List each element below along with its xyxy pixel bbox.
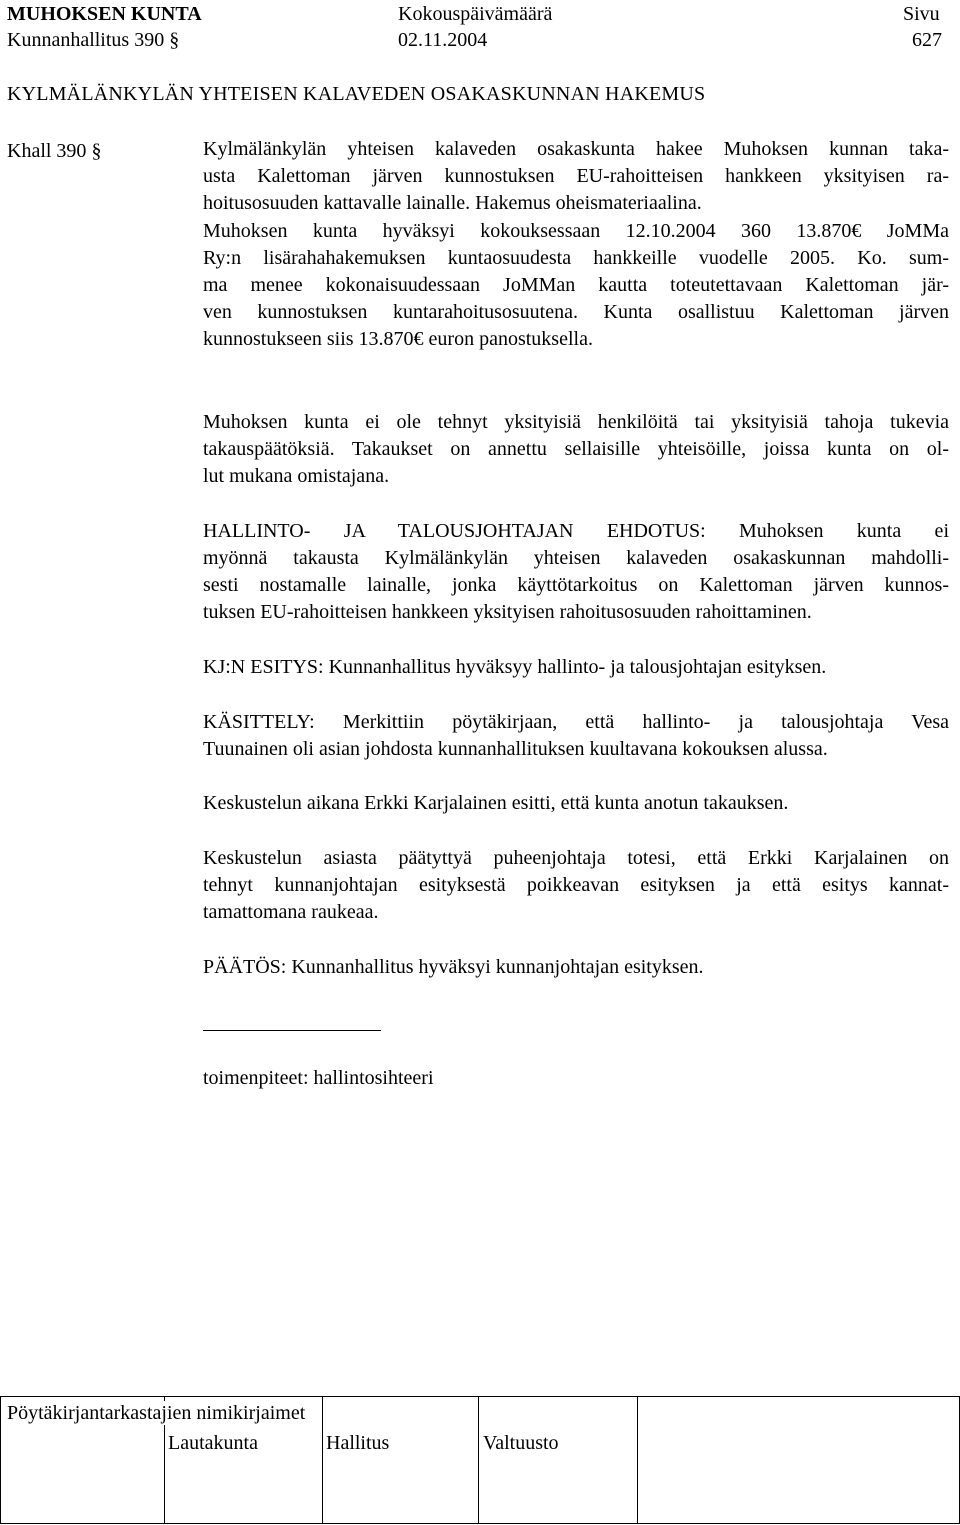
paragraph-line: sesti nostamalle lainalle, jonka käyttötarkoitus on Kalettoman järven kunnos- [203, 574, 949, 596]
paragraph-line: tamattomana raukeaa. [203, 901, 379, 923]
paragraph-line: ven kunnostuksen kuntarahoitusosuutena. Kunta osallistuu Kalettoman järven [203, 301, 949, 323]
paragraph-proposal [203, 518, 949, 626]
document-title: KYLMÄLÄNKYLÄN YHTEISEN KALAVEDEN OSAKASKUNNAN HAKEMUS [7, 83, 706, 105]
paragraph-funding [203, 218, 949, 353]
paragraph-line: usta Kalettoman järven kunnostuksen EU-rahoitteisen hankkeen yksityisen ra- [203, 165, 949, 187]
paragraph-line: Muhoksen kunta ei ole tehnyt yksityisiä henkilöitä tai yksityisiä tahoja tukevia [203, 411, 949, 433]
page-number: 627 [912, 29, 942, 51]
paragraph-line: hoitusosuuden kattavalle lainalle. Hakemus oheismateriaalina. [203, 192, 702, 214]
footer-divider [637, 1396, 638, 1524]
paragraph-line: lut mukana omistajana. [203, 465, 390, 487]
paragraph-line: ma menee kokonaisuudessaan JoMMan kautta toteutettavaan Kalettoman jär- [203, 274, 949, 296]
section-sign-icon: § [169, 29, 180, 51]
paragraph-line: tuksen EU-rahoitteisen hankkeen yksityisen rahoitusosuuden rahoittaminen. [203, 601, 812, 623]
paragraph-line: KJ:N ESITYS: Kunnanhallitus hyväksyy hallinto- ja talousjohtajan esityksen. [203, 656, 827, 678]
case-reference [7, 139, 101, 163]
footer-divider [478, 1396, 479, 1524]
footer-column-valtuusto: Valtuusto [483, 1432, 559, 1454]
paragraph-line: Kylmälänkylän yhteisen kalaveden osakaskunta hakee Muhoksen kunnan taka- [203, 138, 949, 160]
paragraph-line: KÄSITTELY: Merkittiin pöytäkirjaan, että hallinto- ja talousjohtaja Vesa [203, 711, 949, 733]
case-reference-text: Khall 390 [7, 140, 92, 162]
paragraph-application [203, 136, 949, 217]
municipality-name: MUHOKSEN KUNTA [7, 3, 202, 25]
paragraph-line: Tuunainen oli asian johdosta kunnanhallituksen kuultavana kokouksen alussa. [203, 738, 828, 760]
page-label: Sivu [903, 3, 940, 25]
separator-line [203, 1030, 381, 1031]
paragraph-line: HALLINTO- JA TALOUSJOHTAJAN EHDOTUS: Muhoksen kunta ei [203, 520, 949, 542]
paragraph-line: myönnä takausta Kylmälänkylän yhteisen kalaveden osakaskunnan mahdolli- [203, 547, 949, 569]
footer-title: Pöytäkirjantarkastajien nimikirjaimet [7, 1401, 309, 1425]
paragraph-line: kunnostukseen siis 13.870€ euron panostuksella. [203, 328, 593, 350]
meeting-date-label: Kokouspäivämäärä [398, 3, 553, 25]
board-reference-text: Kunnanhallitus 390 [7, 29, 170, 51]
paragraph-discussion [203, 790, 949, 817]
paragraph-kj-proposal [203, 654, 949, 681]
paragraph-line: tehnyt kunnanjohtajan esityksestä poikkeavan esityksen ja että esitys kannat- [203, 874, 949, 896]
paragraph-line: Keskustelun asiasta päätyttyä puheenjohtaja totesi, että Erkki Karjalainen on [203, 847, 949, 869]
paragraph-line: Ry:n lisärahahakemuksen kuntaosuudesta hankkeille vuodelle 2005. Ko. sum- [203, 247, 949, 269]
paragraph-line: takauspäätöksiä. Takaukset on annettu sellaisille yhteisöille, joissa kunta on ol- [203, 438, 949, 460]
paragraph-guarantees [203, 409, 949, 490]
board-reference [7, 28, 179, 52]
paragraph-line: Keskustelun aikana Erkki Karjalainen esitti, että kunta anotun takauksen. [203, 792, 789, 814]
footer-column-lautakunta: Lautakunta [168, 1432, 258, 1454]
paragraph-discussion-end [203, 845, 949, 926]
section-sign-icon: § [91, 140, 102, 162]
paragraph-handling [203, 709, 949, 763]
actions-text: toimenpiteet: hallintosihteeri [203, 1067, 434, 1089]
footer-column-hallitus: Hallitus [326, 1432, 390, 1454]
paragraph-decision [203, 954, 949, 981]
paragraph-line: PÄÄTÖS: Kunnanhallitus hyväksyi kunnanjohtajan esityksen. [203, 956, 704, 978]
footer-divider [322, 1396, 323, 1524]
meeting-date: 02.11.2004 [398, 29, 488, 51]
paragraph-line: Muhoksen kunta hyväksyi kokouksessaan 12.10.2004 360 13.870€ JoMMa [203, 220, 949, 242]
